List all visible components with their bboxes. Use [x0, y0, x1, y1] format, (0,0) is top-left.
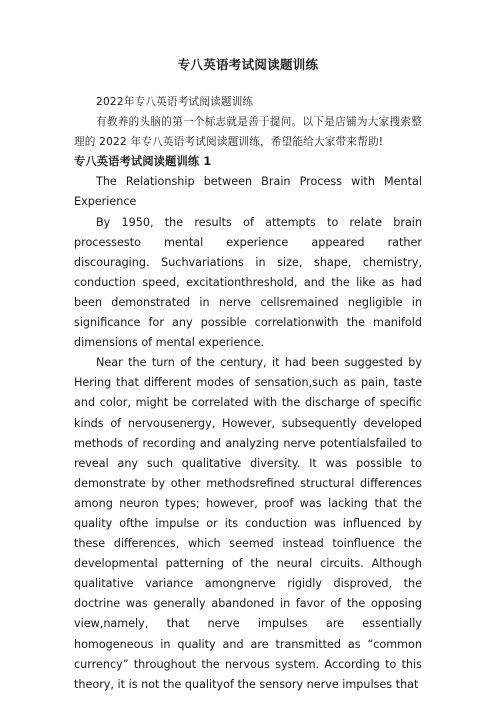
paragraph-2: Near the turn of the century, it had been suggested by Hering that different modes of sensation,such as pain, taste and color, might be correlated with the discharge of specific kinds of nervousenergy, However, subsequently developed methods of recording and analyzing nerve potentialsfailed to reveal any such qualitative diversity. It was possible to demonstrate by other methodsrefined structural differences among neuron types; however, proof was lacking that the quality ofthe impulse or its conduction was influenced by these differences, which seemed instead toinfluence the developmental patterning of the neural circuits. Although qualitative variance amongnerve rigidly disproved, the doctrine was generally abandoned in favor of the opposing view,namely, that nerve impulses are essentially homogeneous in quality and are transmitted as “common currency” throughout the nervous system. According to this theory, it is not the qualityof the sensory nerve impulses that: [74, 356, 422, 691]
intro-line: 2022年专八英语考试阅读题训练: [96, 96, 254, 108]
paragraph-1: By 1950, the results of attempts to relate brain processesto mental experience appeared rather discouraging. Suchvariations in size, shape, chemistry, conduction speed, excitationthreshold, and the like as had been demonstrated in nerve cellsremained negligible in significance for any possible correlationwith the manifold dimensions of mental experience.: [74, 215, 422, 350]
intro-paragraph: 有教养的头脑的第一个标志就是善于提问。以下是店铺为大家搜索整理的 2022 年专八英语考试阅读题训练，希望能给大家带来帮助!: [74, 116, 422, 149]
document-page: [74, 56, 422, 695]
section-heading: 专八英语考试阅读题训练 1: [74, 155, 212, 169]
article-title: The Relationship between Brain Process with Mental Experience: [74, 175, 422, 209]
document-title: 专八英语考试阅读题训练: [177, 57, 319, 72]
